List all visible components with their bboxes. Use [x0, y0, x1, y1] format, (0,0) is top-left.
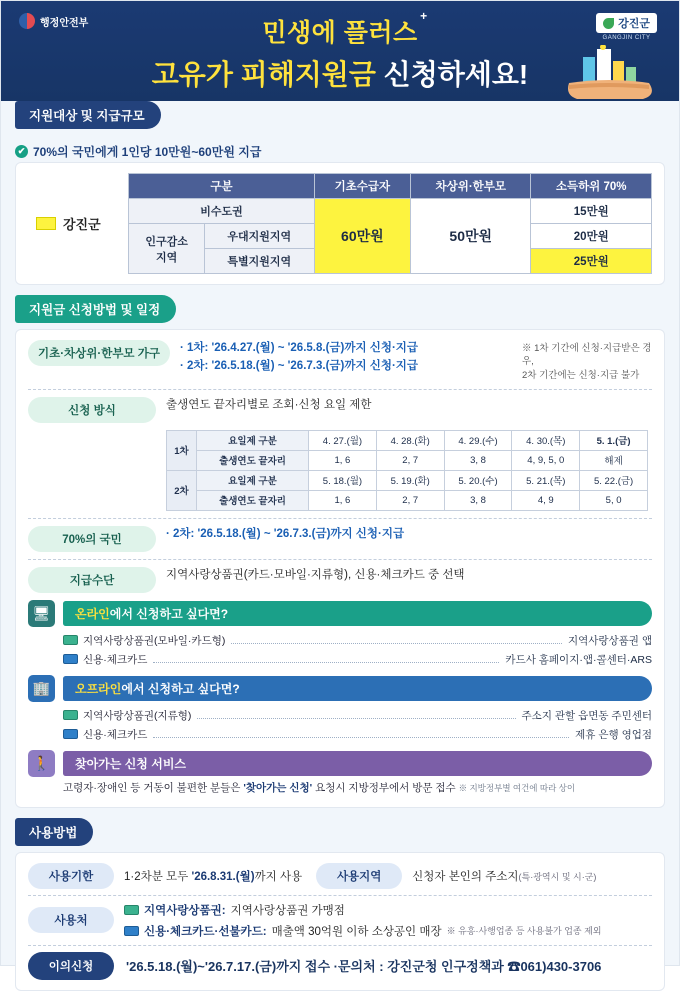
list-item: [124, 902, 602, 918]
row-decline-label: 인구감소 지역: [129, 224, 205, 274]
offline-title-highlight: 오프라인: [75, 681, 122, 696]
apply-method-row: [28, 397, 652, 423]
sched-digit-label-1: 출생연도 끝자리: [197, 450, 309, 470]
low70-amount-2: 20만원: [531, 224, 652, 249]
online-line2-value: 카드사 홈페이지·앱·콜센터·ARS: [505, 653, 652, 666]
usage-period-a: 1·2차분 모두: [124, 870, 192, 883]
visiting-service-block: [28, 750, 652, 795]
table-row: [129, 199, 652, 224]
region-label: 강진군: [63, 217, 101, 232]
objection-pill: 이의신청: [28, 952, 114, 980]
row-special-label: 특별지원지역: [205, 249, 315, 274]
list-item: [124, 923, 602, 939]
online-line2-label: 신용·체크카드: [83, 653, 148, 666]
col-near-poor: 차상위·한부모: [411, 174, 531, 199]
list-item: [63, 650, 652, 669]
offline-line2-value: 제휴 은행 영업점: [575, 728, 652, 741]
second-digit-4: 4, 9: [512, 490, 580, 510]
gov-logo: [19, 13, 88, 29]
second-day-1: 5. 18.(월): [309, 470, 377, 490]
offline-title-rest: 에서 신청하고 싶다면?: [121, 681, 240, 696]
col-low70: 소득하위 70%: [531, 174, 652, 199]
first-digit-3: 3, 8: [444, 450, 512, 470]
sched-head-1: 요일제 구분: [197, 430, 309, 450]
household-date-1: · 1차: '26.4.27.(월) ~ '26.5.8.(금)까지 신청·지급: [179, 342, 419, 354]
online-method-block: [28, 600, 652, 669]
gift-card-icon: [124, 905, 139, 915]
household-note-1: ※ 1차 기간에 신청·지급받은 경우,: [522, 343, 652, 368]
offline-line1-label: 지역사랑상품권(지류형): [83, 709, 192, 722]
paper-voucher-icon: [63, 710, 78, 720]
city-logo: [596, 13, 657, 41]
plus-icon: +: [420, 9, 428, 23]
credit-card-icon: [63, 654, 78, 664]
section2-panel: [15, 329, 665, 808]
sched-label-1: 1차: [167, 430, 197, 470]
yellow-swatch-icon: [36, 217, 56, 230]
usage-period-date: '26.8.31.(월): [191, 870, 255, 883]
online-line1-label: 지역사랑상품권(모바일·카드형): [83, 634, 226, 647]
visiting-desc-c: 요청시 지방정부에서 방문 접수: [312, 781, 456, 794]
citizens70-row: [28, 526, 652, 552]
table-header-row: [129, 174, 652, 199]
sched-digit-label-2: 출생연도 끝자리: [197, 490, 309, 510]
usage-area-text: [402, 868, 596, 884]
objection-date: '26.5.18.(월)~'26.7.17.(금): [126, 959, 277, 975]
support-amount-table: [128, 173, 652, 274]
list-item: [63, 706, 652, 725]
usage-period-text: [114, 868, 302, 884]
apply-method-text: 출생연도 끝자리별로 조회·신청 요일 제한: [166, 398, 372, 411]
gift-card-icon: [63, 635, 78, 645]
credit-card-icon: [63, 729, 78, 739]
section1-panel: [15, 162, 665, 285]
first-day-2: 4. 28.(화): [376, 430, 444, 450]
places-line2-note: ※ 유흥·사행업종 등 사용불가 업종 제외: [446, 926, 602, 937]
sched-head-2: 요일제 구분: [197, 470, 309, 490]
gov-emblem-icon: [19, 13, 35, 29]
dot-leader: [153, 730, 569, 738]
schedule-table-wrap: [166, 430, 648, 511]
section1-tag: 지원대상 및 지급규모: [15, 101, 161, 129]
second-digit-2: 2, 7: [376, 490, 444, 510]
divider: [28, 518, 652, 519]
visiting-title: 찾아가는 신청 서비스: [63, 751, 652, 776]
second-day-2: 5. 19.(화): [376, 470, 444, 490]
col-category: 구분: [129, 174, 314, 199]
places-line2-label: 신용·체크카드·선불카드:: [144, 925, 267, 938]
second-digit-1: 1, 6: [309, 490, 377, 510]
usage-area-note: (특·광역시 및 시·군): [518, 871, 597, 882]
objection-phone: ☎061)430-3706: [507, 959, 602, 975]
first-digit-2: 2, 7: [376, 450, 444, 470]
city-logo-sub: GANGJIN CITY: [602, 35, 651, 41]
usage-places-row: [28, 902, 652, 939]
online-title-highlight: 온라인: [75, 606, 110, 621]
basic-amount: 60만원: [314, 199, 410, 274]
payment-means-row: [28, 567, 652, 593]
offline-line2-label: 신용·체크카드: [83, 728, 148, 741]
household-note: [522, 340, 652, 382]
citizens70-pill: 70%의 국민: [28, 526, 156, 552]
divider: [28, 559, 652, 560]
weekday-schedule-table: [166, 430, 648, 511]
second-day-3: 5. 20.(수): [444, 470, 512, 490]
table-row: [167, 430, 648, 450]
household-pill: 기초·차상위·한부모 가구: [28, 340, 170, 366]
online-line1-value: 지역사랑상품권 앱: [567, 634, 652, 647]
first-digit-1: 1, 6: [309, 450, 377, 470]
second-digit-3: 3, 8: [444, 490, 512, 510]
sched-label-2: 2차: [167, 470, 197, 510]
divider: [28, 945, 652, 946]
table-row: [167, 450, 648, 470]
row-priority-label: 우대지원지역: [205, 224, 315, 249]
table-row: [167, 470, 648, 490]
usage-period-row: [28, 863, 652, 889]
low70-amount-1: 15만원: [531, 199, 652, 224]
row-noncapital-label: 비수도권: [129, 199, 314, 224]
dot-leader: [153, 655, 499, 663]
usage-places-pill: 사용처: [28, 907, 114, 933]
citizens70-text: · 2차: '26.5.18.(월) ~ '26.7.3.(금)까지 신청·지급: [166, 527, 405, 540]
near-poor-amount: 50만원: [411, 199, 531, 274]
section2-tag: 지원금 신청방법 및 일정: [15, 295, 176, 323]
offline-method-block: [28, 675, 652, 744]
payment-means-text: 지역사랑상품권(카드·모바일·지류형), 신용·체크카드 중 선택: [166, 568, 465, 581]
household-schedule-row: [28, 340, 652, 382]
places-line2-value: 매출액 30억원 이하 소상공인 매장: [271, 925, 442, 938]
usage-places-text: [114, 902, 602, 939]
usage-area-pill: 사용지역: [316, 863, 402, 889]
online-title-rest: 에서 신청하고 싶다면?: [109, 606, 229, 621]
building-icon: 🏢: [28, 675, 55, 702]
visiting-desc-b: '찾아가는 신청': [243, 781, 313, 794]
first-day-3: 4. 29.(수): [444, 430, 512, 450]
credit-card-icon: [124, 926, 139, 936]
second-digit-5: 5, 0: [580, 490, 648, 510]
section3-panel: [15, 852, 665, 991]
usage-period-c: 까지 사용: [254, 870, 303, 883]
monitor-icon: 🖥: [28, 600, 55, 627]
gov-logo-label: 행정안전부: [40, 17, 89, 29]
low70-amount-3: 25만원: [531, 249, 652, 274]
objection-rest: 까지 접수 ·문의처 : 강진군청 인구정책과: [276, 959, 508, 975]
household-date-2: · 2차: '26.5.18.(월) ~ '26.7.3.(금)까지 신청·지급: [179, 359, 419, 372]
household-note-2: 2차 기간에는 신청·지급 불가: [522, 369, 640, 381]
hand-with-buildings-illustration: [549, 45, 669, 101]
places-line1-value: 지역사랑상품권 가맹점: [230, 904, 345, 917]
second-day-4: 5. 21.(목): [512, 470, 580, 490]
offline-line1-value: 주소지 관할 읍면동 주민센터: [521, 709, 652, 722]
region-legend: [28, 214, 128, 233]
divider: [28, 389, 652, 390]
col-basic: 기초수급자: [314, 174, 410, 199]
usage-area-main: 신청자 본인의 주소지: [412, 870, 519, 883]
city-logo-label: 강진군: [618, 18, 650, 30]
dot-leader: [197, 711, 515, 719]
section1-note: 70%의 국민에게 1인당 10만원~60만원 지급: [33, 145, 262, 159]
payment-means-pill: 지급수단: [28, 567, 156, 593]
person-walking-icon: 🚶: [28, 750, 55, 777]
section3-tag: 사용방법: [15, 818, 93, 846]
section1-note-row: [15, 143, 679, 160]
apply-method-pill: 신청 방식: [28, 397, 156, 423]
usage-period-pill: 사용기한: [28, 863, 114, 889]
title-line1: 민생에 플러스: [262, 19, 418, 47]
check-icon: ✔: [15, 145, 28, 158]
poster-header: [1, 1, 679, 101]
visiting-note: ※ 지방정부별 여건에 따라 상이: [458, 782, 576, 793]
title-line2-highlight: 고유가 피해지원금: [151, 59, 376, 90]
list-item: [63, 725, 652, 744]
leaf-icon: [603, 18, 614, 29]
first-day-1: 4. 27.(월): [309, 430, 377, 450]
list-item: [63, 631, 652, 650]
visiting-desc: [63, 780, 652, 795]
title-line2-rest: 신청하세요!: [375, 59, 529, 90]
table-row: [167, 490, 648, 510]
first-digit-5: 해제: [580, 450, 648, 470]
first-digit-4: 4, 9, 5, 0: [512, 450, 580, 470]
first-day-4: 4. 30.(목): [512, 430, 580, 450]
dot-leader: [231, 636, 562, 644]
first-day-5: 5. 1.(금): [580, 430, 648, 450]
second-day-5: 5. 22.(금): [580, 470, 648, 490]
divider: [28, 895, 652, 896]
places-line1-label: 지역사랑상품권:: [144, 904, 226, 917]
visiting-desc-a: 고령자·장애인 등 거동이 불편한 분들은: [63, 781, 244, 794]
